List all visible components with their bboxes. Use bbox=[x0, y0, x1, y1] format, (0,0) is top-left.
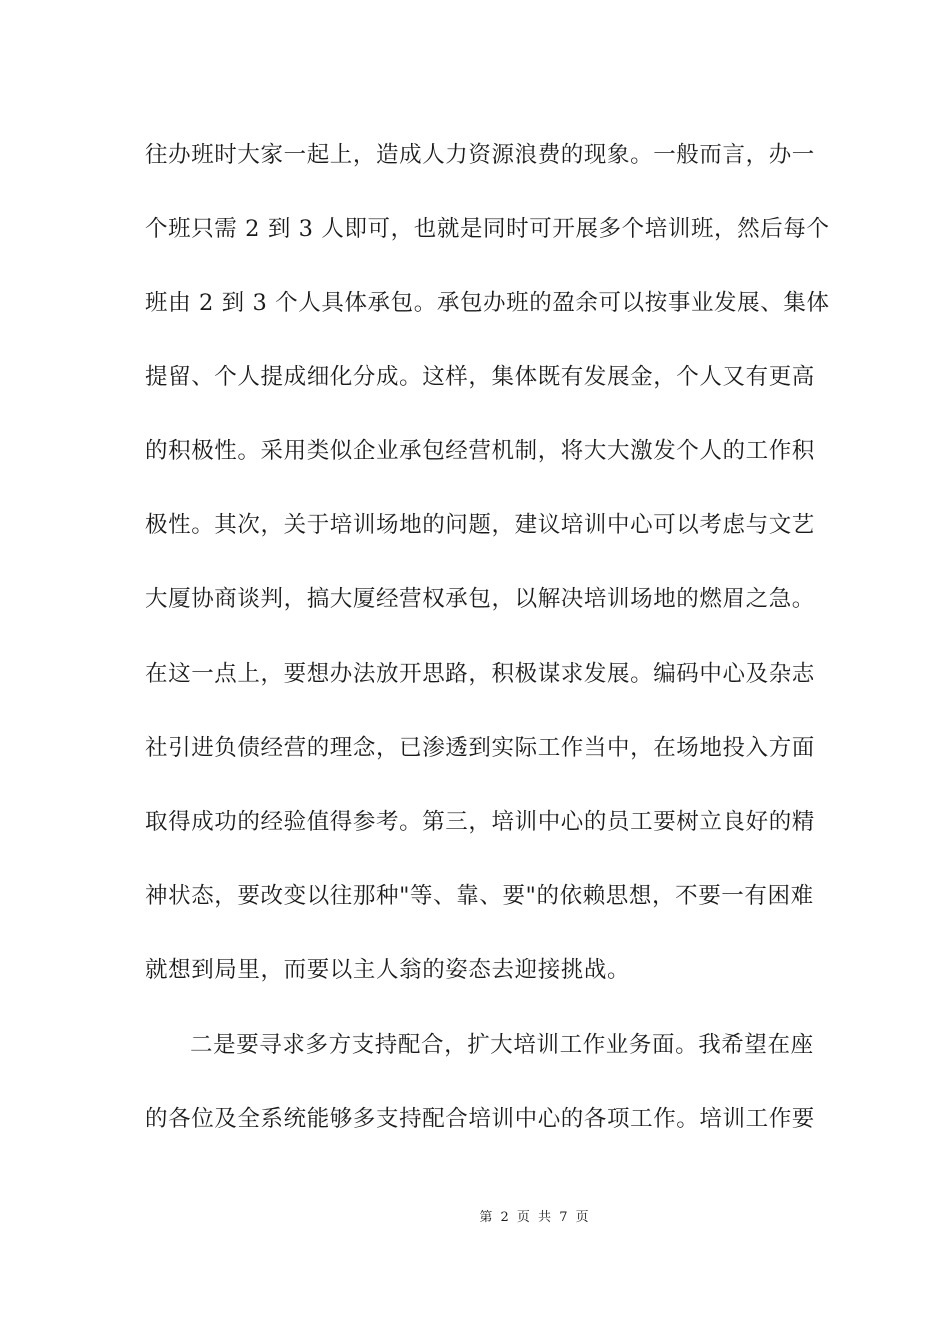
text-line: 大厦协商谈判，搞大厦经营权承包，以解决培训场地的燃眉之急。 bbox=[145, 586, 815, 612]
text-line: 神状态，要改变以往那种"等、靠、要"的依赖思想，不要一有困难 bbox=[145, 883, 814, 909]
text-line: 往办班时大家一起上，造成人力资源浪费的现象。一般而言，办一 bbox=[145, 142, 815, 168]
text-line: 社引进负债经营的理念，已渗透到实际工作当中，在场地投入方面 bbox=[145, 735, 815, 761]
text-line: 的积极性。采用类似企业承包经营机制，将大大激发个人的工作积 bbox=[145, 438, 815, 464]
text-line: 在这一点上，要想办法放开思路，积极谋求发展。编码中心及杂志 bbox=[145, 661, 815, 687]
text-line: 班由 2 到 3 个人具体承包。承包办班的盈余可以按事业发展、集体 bbox=[145, 290, 830, 316]
text-line: 提留、个人提成细化分成。这样，集体既有发展金，个人又有更高 bbox=[145, 364, 815, 390]
text-line: 就想到局里，而要以主人翁的姿态去迎接挑战。 bbox=[145, 957, 631, 983]
text-line: 个班只需 2 到 3 人即可，也就是同时可开展多个培训班，然后每个 bbox=[145, 216, 830, 242]
text-line: 取得成功的经验值得参考。第三，培训中心的员工要树立良好的精 bbox=[145, 809, 815, 835]
text-line: 的各位及全系统能够多支持配合培训中心的各项工作。培训工作要 bbox=[145, 1106, 815, 1132]
page-number-footer: 第 2 页 共 7 页 bbox=[479, 1210, 591, 1225]
text-line: 极性。其次，关于培训场地的问题，建议培训中心可以考虑与文艺 bbox=[145, 512, 815, 538]
text-line: 二是要寻求多方支持配合，扩大培训工作业务面。我希望在座 bbox=[190, 1032, 814, 1058]
